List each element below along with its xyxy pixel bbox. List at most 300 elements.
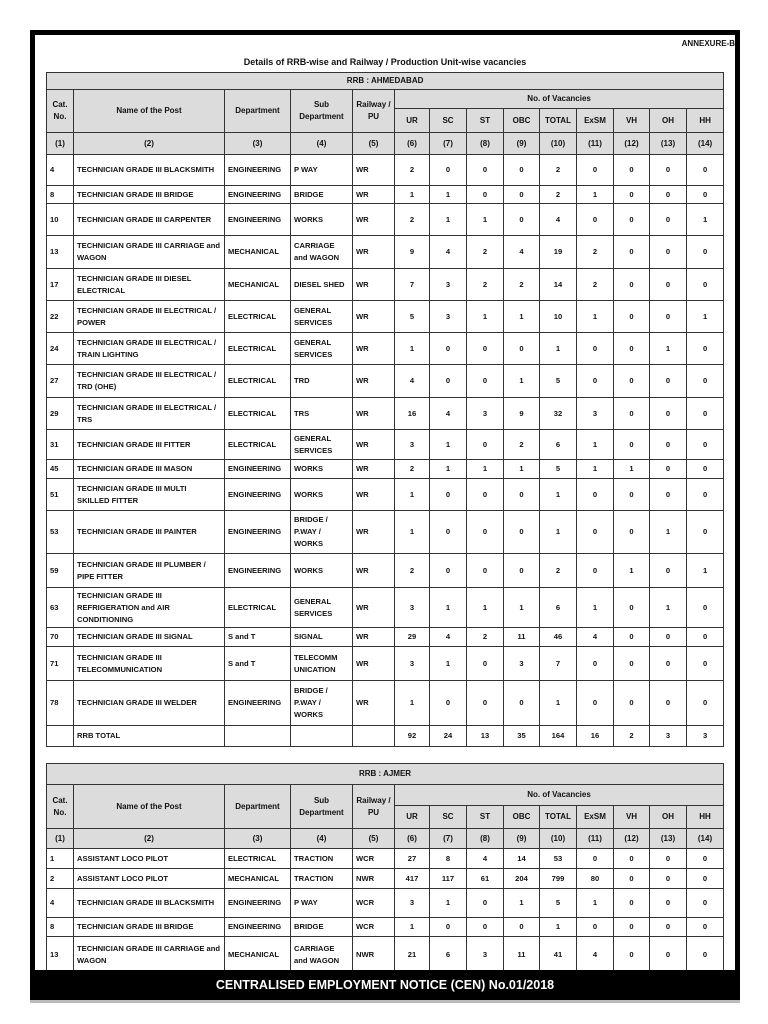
st-cell: 2: [467, 628, 504, 647]
department-cell: S and T: [225, 647, 291, 681]
obc-cell: 0: [504, 918, 540, 937]
oh-cell: 0: [650, 236, 687, 269]
column-number: (5): [353, 133, 395, 155]
cat-no-cell: 53: [47, 511, 74, 554]
railway-cell: WCR: [353, 889, 395, 918]
exsm-cell: 2: [577, 269, 614, 301]
sub-department-cell: WORKS: [291, 460, 353, 479]
sub-department-cell: GENERAL SERVICES: [291, 333, 353, 365]
department-cell: ELECTRICAL: [225, 301, 291, 333]
sub-department-cell: WORKS: [291, 204, 353, 236]
table-row: [47, 681, 724, 726]
st-cell: 3: [467, 937, 504, 973]
column-header-hh: HH: [687, 806, 724, 829]
post-name-cell: TECHNICIAN GRADE III PLUMBER / PIPE FITTER: [74, 554, 225, 588]
sub-department-cell: DIESEL SHED: [291, 269, 353, 301]
total-cell: 7: [540, 647, 577, 681]
hh-cell: 0: [687, 186, 724, 204]
table-row: [47, 365, 724, 398]
cat-no-cell: 17: [47, 269, 74, 301]
total-cell: 1: [540, 918, 577, 937]
exsm-cell: 4: [577, 628, 614, 647]
vh-cell: 0: [614, 849, 650, 869]
department-header: Department: [225, 785, 291, 829]
sub-department-cell: WORKS: [291, 479, 353, 511]
department-cell: ENGINEERING: [225, 460, 291, 479]
railway-cell: WR: [353, 204, 395, 236]
exsm-cell: 1: [577, 301, 614, 333]
sub-department-header: Sub Department: [291, 90, 353, 133]
obc-cell: 0: [504, 479, 540, 511]
railway-cell: WR: [353, 186, 395, 204]
vh-cell: 1: [614, 460, 650, 479]
vh-cell: 0: [614, 479, 650, 511]
sub-department-cell: P WAY: [291, 155, 353, 186]
st-cell: 1: [467, 460, 504, 479]
vh-cell: 0: [614, 628, 650, 647]
obc-cell: 0: [504, 333, 540, 365]
obc-cell: 1: [504, 889, 540, 918]
table-row: [47, 918, 724, 937]
sc-cell: 0: [430, 479, 467, 511]
obc-cell: 1: [504, 365, 540, 398]
sc-cell: 1: [430, 460, 467, 479]
sub-department-cell: WORKS: [291, 554, 353, 588]
table-row: [47, 204, 724, 236]
railway-header: Railway / PU: [353, 785, 395, 829]
department-cell: ELECTRICAL: [225, 365, 291, 398]
hh-cell: 0: [687, 236, 724, 269]
column-number: (10): [540, 829, 577, 849]
document-page: [30, 30, 740, 1000]
sub-department-cell: TRD: [291, 365, 353, 398]
obc-cell: 35: [504, 726, 540, 747]
table-row: [47, 889, 724, 918]
ur-cell: 92: [395, 726, 430, 747]
column-number: (5): [353, 829, 395, 849]
ur-cell: 417: [395, 869, 430, 889]
hh-cell: 0: [687, 588, 724, 628]
oh-cell: 0: [650, 937, 687, 973]
table-row: [47, 628, 724, 647]
st-cell: 1: [467, 301, 504, 333]
oh-cell: 1: [650, 588, 687, 628]
table-row: [47, 511, 724, 554]
sc-cell: 4: [430, 398, 467, 430]
post-name-cell: TECHNICIAN GRADE III REFRIGERATION and AIR CONDITIONING: [74, 588, 225, 628]
ur-cell: 3: [395, 588, 430, 628]
oh-cell: 0: [650, 869, 687, 889]
total-cell: 1: [540, 479, 577, 511]
post-name-header: Name of the Post: [74, 90, 225, 133]
sub-department-cell: BRIDGE: [291, 918, 353, 937]
obc-cell: 0: [504, 554, 540, 588]
railway-cell: WR: [353, 588, 395, 628]
post-name-cell: RRB TOTAL: [74, 726, 225, 747]
oh-cell: 0: [650, 628, 687, 647]
exsm-cell: 1: [577, 588, 614, 628]
table-row: [47, 269, 724, 301]
total-cell: 1: [540, 511, 577, 554]
sc-cell: 0: [430, 554, 467, 588]
sub-department-cell: TRS: [291, 398, 353, 430]
vh-cell: 0: [614, 236, 650, 269]
cat-no-cell: 4: [47, 889, 74, 918]
railway-cell: WR: [353, 647, 395, 681]
cat-no-cell: 4: [47, 155, 74, 186]
rrb-title: RRB : AJMER: [47, 764, 724, 785]
ur-cell: 2: [395, 155, 430, 186]
sub-department-cell: GENERAL SERVICES: [291, 588, 353, 628]
sub-department-cell: BRIDGE: [291, 186, 353, 204]
exsm-cell: 4: [577, 937, 614, 973]
railway-cell: WCR: [353, 849, 395, 869]
exsm-cell: 0: [577, 918, 614, 937]
cat-no-cell: 2: [47, 869, 74, 889]
railway-cell: WR: [353, 554, 395, 588]
hh-cell: 0: [687, 869, 724, 889]
sc-cell: 3: [430, 301, 467, 333]
hh-cell: 0: [687, 398, 724, 430]
cat-no-cell: 24: [47, 333, 74, 365]
table-row: [47, 301, 724, 333]
vh-cell: 0: [614, 647, 650, 681]
sub-department-cell: TRACTION: [291, 869, 353, 889]
cat-no-cell: 45: [47, 460, 74, 479]
post-name-cell: TECHNICIAN GRADE III FITTER: [74, 430, 225, 460]
department-header: Department: [225, 90, 291, 133]
table-row: [47, 333, 724, 365]
cat-no-cell: 13: [47, 236, 74, 269]
ur-cell: 29: [395, 628, 430, 647]
oh-cell: 0: [650, 647, 687, 681]
cat-no-cell: 51: [47, 479, 74, 511]
exsm-cell: 0: [577, 849, 614, 869]
obc-cell: 14: [504, 849, 540, 869]
vh-cell: 0: [614, 301, 650, 333]
department-cell: ENGINEERING: [225, 155, 291, 186]
cat-no-cell: 29: [47, 398, 74, 430]
ur-cell: 1: [395, 918, 430, 937]
exsm-cell: 0: [577, 511, 614, 554]
vh-cell: 0: [614, 155, 650, 186]
sub-department-cell: P WAY: [291, 889, 353, 918]
sub-department-cell: BRIDGE / P.WAY / WORKS: [291, 511, 353, 554]
column-header-vh: VH: [614, 109, 650, 133]
post-name-cell: TECHNICIAN GRADE III PAINTER: [74, 511, 225, 554]
table-row: [47, 155, 724, 186]
oh-cell: 0: [650, 554, 687, 588]
st-cell: 0: [467, 511, 504, 554]
column-header-total: TOTAL: [540, 109, 577, 133]
column-header-exsm: ExSM: [577, 806, 614, 829]
oh-cell: 0: [650, 889, 687, 918]
post-name-cell: TECHNICIAN GRADE III SIGNAL: [74, 628, 225, 647]
vh-cell: 1: [614, 554, 650, 588]
railway-cell: WR: [353, 301, 395, 333]
sub-department-cell: SIGNAL: [291, 628, 353, 647]
railway-cell: WR: [353, 365, 395, 398]
hh-cell: 0: [687, 647, 724, 681]
vacancy-table-ajmer: [46, 763, 724, 973]
obc-cell: 1: [504, 301, 540, 333]
column-number: (12): [614, 829, 650, 849]
table-row: [47, 726, 724, 747]
department-cell: MECHANICAL: [225, 937, 291, 973]
department-cell: ELECTRICAL: [225, 430, 291, 460]
ur-cell: 1: [395, 479, 430, 511]
column-number: (13): [650, 829, 687, 849]
column-header-total: TOTAL: [540, 806, 577, 829]
column-number: (14): [687, 133, 724, 155]
column-number: (3): [225, 133, 291, 155]
total-cell: 5: [540, 889, 577, 918]
sub-department-cell: CARRIAGE and WAGON: [291, 937, 353, 973]
total-cell: 164: [540, 726, 577, 747]
department-cell: ENGINEERING: [225, 554, 291, 588]
ur-cell: 3: [395, 647, 430, 681]
total-cell: 2: [540, 554, 577, 588]
railway-cell: WR: [353, 681, 395, 726]
table-row: [47, 460, 724, 479]
column-number: (8): [467, 133, 504, 155]
railway-header: Railway / PU: [353, 90, 395, 133]
cat-no-cell: 8: [47, 918, 74, 937]
total-cell: 1: [540, 333, 577, 365]
column-number: (9): [504, 829, 540, 849]
post-name-cell: TECHNICIAN GRADE III CARPENTER: [74, 204, 225, 236]
railway-cell: [353, 726, 395, 747]
st-cell: 4: [467, 849, 504, 869]
obc-cell: 0: [504, 155, 540, 186]
obc-cell: 11: [504, 628, 540, 647]
hh-cell: 0: [687, 269, 724, 301]
total-cell: 6: [540, 430, 577, 460]
cat-no-cell: 8: [47, 186, 74, 204]
total-cell: 1: [540, 681, 577, 726]
obc-cell: 0: [504, 204, 540, 236]
column-header-ur: UR: [395, 806, 430, 829]
department-cell: MECHANICAL: [225, 236, 291, 269]
annexure-label: ANNEXURE-B: [681, 39, 735, 48]
sc-cell: 4: [430, 628, 467, 647]
column-header-obc: OBC: [504, 806, 540, 829]
sub-department-cell: GENERAL SERVICES: [291, 301, 353, 333]
oh-cell: 0: [650, 849, 687, 869]
hh-cell: 1: [687, 204, 724, 236]
column-number: (6): [395, 829, 430, 849]
oh-cell: 0: [650, 681, 687, 726]
railway-cell: WR: [353, 236, 395, 269]
ur-cell: 5: [395, 301, 430, 333]
column-header-sc: SC: [430, 806, 467, 829]
sc-cell: 1: [430, 647, 467, 681]
hh-cell: 0: [687, 460, 724, 479]
sc-cell: 1: [430, 186, 467, 204]
railway-cell: NWR: [353, 869, 395, 889]
exsm-cell: 0: [577, 681, 614, 726]
column-number: (12): [614, 133, 650, 155]
post-name-cell: TECHNICIAN GRADE III DIESEL ELECTRICAL: [74, 269, 225, 301]
sc-cell: 0: [430, 155, 467, 186]
obc-cell: 0: [504, 681, 540, 726]
column-number: (4): [291, 133, 353, 155]
st-cell: 0: [467, 554, 504, 588]
document-title: Details of RRB-wise and Railway / Production Unit-wise vacancies: [243, 57, 527, 67]
exsm-cell: 2: [577, 236, 614, 269]
st-cell: 0: [467, 430, 504, 460]
post-name-cell: TECHNICIAN GRADE III MASON: [74, 460, 225, 479]
table-row: [47, 398, 724, 430]
obc-cell: 1: [504, 588, 540, 628]
department-cell: S and T: [225, 628, 291, 647]
column-number: (3): [225, 829, 291, 849]
oh-cell: 0: [650, 398, 687, 430]
ur-cell: 1: [395, 681, 430, 726]
column-number: (4): [291, 829, 353, 849]
post-name-cell: TECHNICIAN GRADE III ELECTRICAL / TRS: [74, 398, 225, 430]
department-cell: ELECTRICAL: [225, 398, 291, 430]
sc-cell: 0: [430, 681, 467, 726]
total-cell: 2: [540, 155, 577, 186]
st-cell: 2: [467, 236, 504, 269]
ur-cell: 2: [395, 554, 430, 588]
railway-cell: NWR: [353, 937, 395, 973]
hh-cell: 1: [687, 554, 724, 588]
st-cell: 0: [467, 333, 504, 365]
page-shadow: [30, 1000, 740, 1003]
post-name-cell: TECHNICIAN GRADE III BLACKSMITH: [74, 889, 225, 918]
ur-cell: 7: [395, 269, 430, 301]
column-number: (6): [395, 133, 430, 155]
vh-cell: 0: [614, 588, 650, 628]
oh-cell: 0: [650, 155, 687, 186]
exsm-cell: 0: [577, 647, 614, 681]
cat-no-cell: 59: [47, 554, 74, 588]
oh-cell: 0: [650, 479, 687, 511]
hh-cell: 0: [687, 365, 724, 398]
oh-cell: 1: [650, 333, 687, 365]
st-cell: 0: [467, 918, 504, 937]
total-cell: 32: [540, 398, 577, 430]
vh-cell: 0: [614, 918, 650, 937]
obc-cell: 2: [504, 430, 540, 460]
vacancies-header: No. of Vacancies: [395, 90, 724, 109]
railway-cell: WR: [353, 479, 395, 511]
total-cell: 5: [540, 460, 577, 479]
vh-cell: 0: [614, 937, 650, 973]
exsm-cell: 16: [577, 726, 614, 747]
total-cell: 799: [540, 869, 577, 889]
oh-cell: 1: [650, 511, 687, 554]
cat-no-cell: 31: [47, 430, 74, 460]
post-name-cell: TECHNICIAN GRADE III WELDER: [74, 681, 225, 726]
table-row: [47, 236, 724, 269]
oh-cell: 0: [650, 186, 687, 204]
vh-cell: 0: [614, 269, 650, 301]
hh-cell: 0: [687, 628, 724, 647]
column-header-oh: OH: [650, 109, 687, 133]
oh-cell: 0: [650, 918, 687, 937]
sc-cell: 0: [430, 333, 467, 365]
exsm-cell: 0: [577, 365, 614, 398]
column-header-st: ST: [467, 806, 504, 829]
vh-cell: 2: [614, 726, 650, 747]
exsm-cell: 0: [577, 155, 614, 186]
cat-no-cell: 1: [47, 849, 74, 869]
column-number: (7): [430, 133, 467, 155]
department-cell: [225, 726, 291, 747]
ur-cell: 1: [395, 333, 430, 365]
ur-cell: 2: [395, 204, 430, 236]
column-number: (11): [577, 829, 614, 849]
hh-cell: 0: [687, 430, 724, 460]
sub-department-cell: GENERAL SERVICES: [291, 430, 353, 460]
obc-cell: 4: [504, 236, 540, 269]
exsm-cell: 3: [577, 398, 614, 430]
post-name-cell: TECHNICIAN GRADE III BLACKSMITH: [74, 155, 225, 186]
sc-cell: 24: [430, 726, 467, 747]
st-cell: 3: [467, 398, 504, 430]
exsm-cell: 0: [577, 333, 614, 365]
vh-cell: 0: [614, 333, 650, 365]
sc-cell: 1: [430, 204, 467, 236]
sub-department-cell: [291, 726, 353, 747]
obc-cell: 0: [504, 511, 540, 554]
st-cell: 0: [467, 889, 504, 918]
cat-no-cell: 22: [47, 301, 74, 333]
vh-cell: 0: [614, 398, 650, 430]
hh-cell: 1: [687, 301, 724, 333]
department-cell: MECHANICAL: [225, 869, 291, 889]
total-cell: 14: [540, 269, 577, 301]
st-cell: 0: [467, 647, 504, 681]
ur-cell: 2: [395, 460, 430, 479]
obc-cell: 11: [504, 937, 540, 973]
post-name-cell: TECHNICIAN GRADE III ELECTRICAL / TRAIN LIGHTING: [74, 333, 225, 365]
ur-cell: 3: [395, 430, 430, 460]
department-cell: ENGINEERING: [225, 479, 291, 511]
ur-cell: 3: [395, 889, 430, 918]
column-header-hh: HH: [687, 109, 724, 133]
column-number: (10): [540, 133, 577, 155]
total-cell: 10: [540, 301, 577, 333]
column-header-obc: OBC: [504, 109, 540, 133]
column-number: (8): [467, 829, 504, 849]
hh-cell: 0: [687, 333, 724, 365]
sub-department-cell: TRACTION: [291, 849, 353, 869]
total-cell: 41: [540, 937, 577, 973]
department-cell: ENGINEERING: [225, 889, 291, 918]
column-header-vh: VH: [614, 806, 650, 829]
total-cell: 53: [540, 849, 577, 869]
obc-cell: 9: [504, 398, 540, 430]
post-name-cell: ASSISTANT LOCO PILOT: [74, 849, 225, 869]
total-cell: 46: [540, 628, 577, 647]
ur-cell: 1: [395, 511, 430, 554]
department-cell: ELECTRICAL: [225, 333, 291, 365]
hh-cell: 0: [687, 937, 724, 973]
sc-cell: 8: [430, 849, 467, 869]
vacancy-table-ahmedabad: [46, 72, 724, 747]
sc-cell: 0: [430, 511, 467, 554]
vh-cell: 0: [614, 681, 650, 726]
vh-cell: 0: [614, 204, 650, 236]
vh-cell: 0: [614, 511, 650, 554]
vh-cell: 0: [614, 869, 650, 889]
oh-cell: 0: [650, 430, 687, 460]
table-row: [47, 849, 724, 869]
